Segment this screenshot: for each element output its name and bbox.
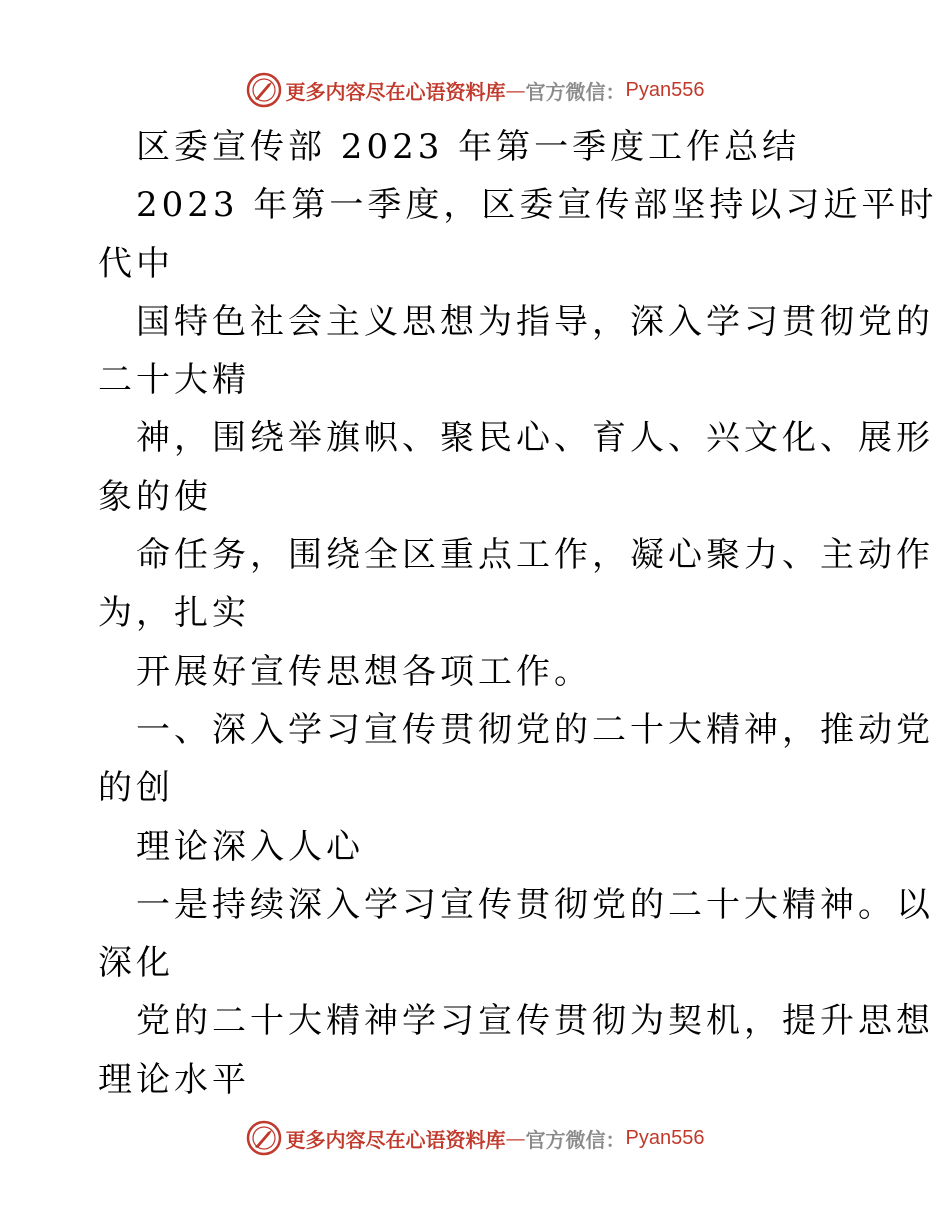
pen-nib-seal-icon [246,72,282,108]
document-line: 党的二十大精神学习宣传贯彻为契机，提升思想 [136,1001,934,1042]
banner-wechat-label: 官方微信： [525,1127,626,1152]
banner-wechat-id: Pyan556 [625,1126,705,1149]
footer-banner [0,1118,950,1158]
document-line: 神，围绕举旗帜、聚民心、育人、兴文化、展形 [136,418,934,459]
document-line: 开展好宣传思想各项工作。 [136,651,592,692]
banner-separator: — [505,78,526,102]
banner-separator: — [505,1126,526,1150]
document-line: 一、深入学习宣传贯彻党的二十大精神，推动党 [136,709,934,750]
banner-brand-text: 更多内容尽在心语资料库 [285,79,506,104]
document-line: 理论水平 [98,1059,250,1100]
header-banner [0,70,950,110]
document-line: 国特色社会主义思想为指导，深入学习贯彻党的 [136,301,934,342]
pen-nib-seal-icon [246,1120,282,1156]
document-line: 为，扎实 [98,593,250,634]
document-line: 理论深入人心 [136,826,364,867]
document-line: 一是持续深入学习宣传贯彻党的二十大精神。以 [136,884,934,925]
document-line: 二十大精 [98,360,250,401]
document-title: 区委宣传部 2023 年第一季度工作总结 [136,127,801,167]
document-line: 深化 [98,943,174,984]
document-line: 2023 年第一季度，区委宣传部坚持以习近平时 [136,185,938,226]
document-line: 的创 [98,768,174,809]
banner-wechat-id: Pyan556 [625,78,705,101]
document-line: 象的使 [98,476,212,517]
document-line: 命任务，围绕全区重点工作，凝心聚力、主动作 [136,535,934,576]
document-lines [98,176,938,1109]
document-body [98,118,938,1109]
document-line: 代中 [98,243,174,284]
banner-brand-text: 更多内容尽在心语资料库 [285,1127,506,1152]
banner-wechat-label: 官方微信： [525,79,626,104]
